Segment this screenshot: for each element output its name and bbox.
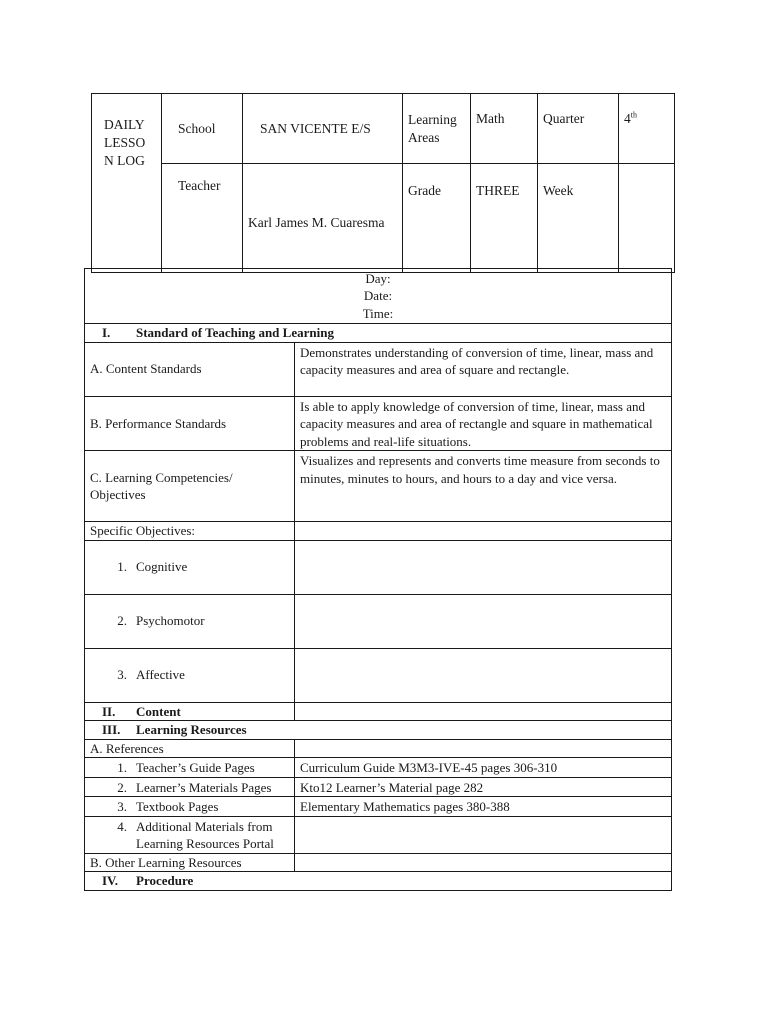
teacher-value: Karl James M. Cuaresma: [243, 164, 403, 273]
objective-psychomotor-label: [85, 594, 295, 648]
references-row: [85, 739, 672, 758]
section-standard-heading: [85, 324, 672, 343]
section-procedure-roman: IV.: [102, 873, 119, 888]
resource-learners-materials-label: [85, 777, 295, 797]
competencies-label: C. Learning Competencies/ Objectives: [85, 451, 295, 522]
resource-additional-value: [295, 816, 672, 853]
resource-learners-materials-text: Learner’s Materials Pages: [136, 779, 272, 795]
objective-affective-value: [295, 648, 672, 702]
resource-textbook-label: [85, 797, 295, 817]
objective-cognitive-value: [295, 540, 672, 594]
section-resources-roman: III.: [102, 722, 121, 737]
resource-textbook-num: 3.: [117, 799, 127, 814]
resource-teachers-guide-label: [85, 758, 295, 778]
section-resources-title: Learning Resources: [136, 722, 247, 737]
section-content-value: [295, 702, 672, 721]
content-standards-value: Demonstrates understanding of conversion of time, linear, mass and capacity measures and area of square and rectangle.: [295, 342, 672, 396]
objective-affective-text: Affective: [136, 667, 185, 683]
objective-row-cognitive: [85, 540, 672, 594]
resource-row-textbook: [85, 797, 672, 817]
objective-cognitive-num: 1.: [117, 559, 127, 575]
section-resources-row: [85, 721, 672, 740]
references-label: A. References: [85, 739, 295, 758]
resource-additional-label: [85, 816, 295, 853]
resource-teachers-guide-num: 1.: [117, 760, 127, 775]
competencies-value: Visualizes and represents and converts time measure from seconds to minutes, minutes to hours, and hours to a day and vice versa.: [295, 451, 672, 522]
objective-psychomotor-num: 2.: [117, 613, 127, 629]
resource-row-teachers-guide: [85, 758, 672, 778]
date-label: Date:: [363, 288, 393, 304]
time-label: Time:: [362, 305, 394, 321]
resource-additional-num: 4.: [117, 818, 127, 834]
other-resources-label: B. Other Learning Resources: [85, 853, 295, 872]
content-standards-label: A. Content Standards: [85, 342, 295, 396]
dll-title-line-2: LESSO: [104, 135, 146, 150]
resource-row-additional: [85, 816, 672, 853]
performance-standards-value: Is able to apply knowledge of conversion of time, linear, mass and capacity measures and area of rectangle and square in mathematical problems and real-life situations.: [295, 396, 672, 451]
header-table: [91, 93, 675, 273]
competencies-row: [85, 451, 672, 522]
resource-teachers-guide-value: Curriculum Guide M3M3-IVE-45 pages 306-310: [295, 758, 672, 778]
section-standard-roman: I.: [102, 325, 111, 340]
objective-cognitive-label: [85, 540, 295, 594]
school-value: SAN VICENTE E/S: [243, 94, 403, 164]
other-resources-row: [85, 853, 672, 872]
section-procedure-heading: [85, 872, 672, 891]
references-value: [295, 739, 672, 758]
learning-areas-label: Learning Areas: [403, 94, 471, 164]
section-content-title: Content: [136, 703, 181, 719]
resource-textbook-value: Elementary Mathematics pages 380-388: [295, 797, 672, 817]
section-procedure-title: Procedure: [136, 873, 194, 888]
resource-teachers-guide-text: Teacher’s Guide Pages: [136, 760, 255, 775]
objective-row-affective: [85, 648, 672, 702]
resource-textbook-text: Textbook Pages: [136, 799, 219, 814]
objective-affective-label: [85, 648, 295, 702]
resource-learners-materials-num: 2.: [117, 779, 127, 795]
objective-psychomotor-text: Psychomotor: [136, 613, 205, 629]
section-standard-title: Standard of Teaching and Learning: [136, 325, 334, 340]
week-label: Week: [538, 164, 619, 273]
other-resources-value: [295, 853, 672, 872]
learning-areas-value: Math: [471, 94, 538, 164]
schedule-row: [85, 269, 672, 324]
schedule-cell: [85, 269, 672, 324]
quarter-suffix: th: [630, 110, 637, 120]
section-content-heading: [85, 702, 295, 721]
resource-row-learners-materials: [85, 777, 672, 797]
quarter-number: 4: [624, 111, 631, 126]
section-content-roman: II.: [102, 703, 116, 719]
objective-affective-num: 3.: [117, 667, 127, 683]
grade-value: THREE: [471, 164, 538, 273]
content-standards-row: [85, 342, 672, 396]
week-value: [619, 164, 675, 273]
section-content-row: [85, 702, 672, 721]
dll-title-line-1: DAILY: [104, 117, 145, 132]
quarter-value: [619, 94, 675, 164]
performance-standards-row: [85, 396, 672, 451]
grade-label: Grade: [403, 164, 471, 273]
resource-learners-materials-value: Kto12 Learner’s Material page 282: [295, 777, 672, 797]
dll-title-cell: [92, 94, 162, 273]
lesson-table: [84, 268, 672, 891]
resource-additional-text: Additional Materials from Learning Resources Portal: [136, 818, 274, 851]
school-label: School: [162, 94, 243, 164]
specific-objectives-value: [295, 522, 672, 541]
specific-objectives-row: [85, 522, 672, 541]
objective-row-psychomotor: [85, 594, 672, 648]
section-procedure-row: [85, 872, 672, 891]
section-standard-row: [85, 324, 672, 343]
section-resources-heading: [85, 721, 672, 740]
objective-cognitive-text: Cognitive: [136, 559, 188, 575]
specific-objectives-label: Specific Objectives:: [85, 522, 295, 541]
performance-standards-label: B. Performance Standards: [85, 396, 295, 451]
objective-psychomotor-value: [295, 594, 672, 648]
dll-title-line-3: N LOG: [104, 153, 145, 168]
quarter-label: Quarter: [538, 94, 619, 164]
day-label: Day:: [365, 270, 391, 286]
teacher-label: Teacher: [162, 164, 243, 273]
